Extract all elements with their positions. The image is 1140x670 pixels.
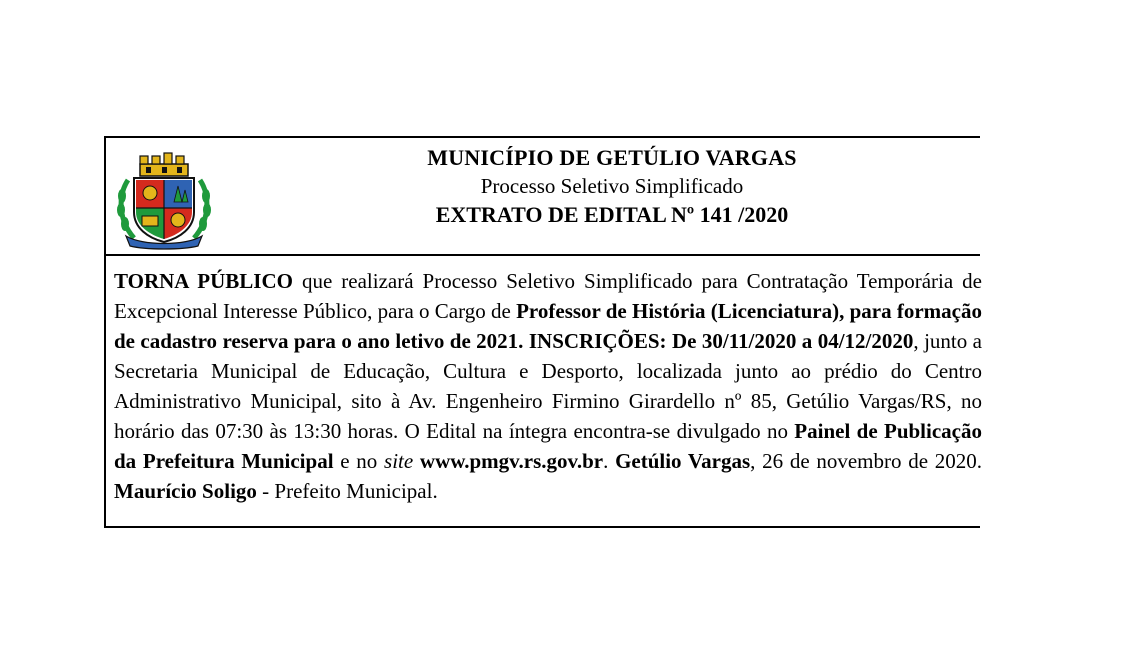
notice-text-2: , junto a Secretaria Municipal de Educação, Cultura e Desporto, localizada junto ao prédio do Centro Administrativo Municipal, sito à Av. Engenheiro Firmino Girardello nº 85, Getúlio Vargas/RS, no horário das 07:30 às 13:30 horas. O Edital na íntegra encontra-se divulgado no xyxy=(114,329,982,443)
process-type: Processo Seletivo Simplificado xyxy=(480,174,744,198)
notice-signer-role: - Prefeito Municipal. xyxy=(256,479,438,503)
notice-text-3: e no xyxy=(333,449,385,473)
notice-body xyxy=(114,266,982,506)
notice-text-4 xyxy=(413,449,420,473)
edict-title: EXTRATO DE EDITAL Nº 141 /2020 xyxy=(435,202,789,227)
notice-registration: INSCRIÇÕES: De 30/11/2020 a 04/12/2020 xyxy=(523,329,914,353)
edict-notice-box xyxy=(104,136,983,528)
notice-site-word: site xyxy=(384,449,414,473)
header-text-block xyxy=(296,144,928,230)
notice-panel: Painel de Publicação da Prefeitura Municipal xyxy=(114,419,982,473)
notice-position: Professor de História (Licenciatura), para formação de cadastro reserva para o ano letivo de 2021. xyxy=(114,299,982,353)
notice-site-url: www.pmgv.rs.gov.br xyxy=(419,449,604,473)
municipality-name: MUNICÍPIO DE GETÚLIO VARGAS xyxy=(427,145,797,170)
notice-header xyxy=(106,138,980,256)
notice-city: Getúlio Vargas xyxy=(615,449,751,473)
notice-text-5: . xyxy=(603,449,616,473)
notice-lead: TORNA PÚBLICO xyxy=(114,269,293,293)
notice-text-1: que realizará Processo Seletivo Simplificado para Contratação Temporária de Excepcional Interesse Público, para o Cargo de xyxy=(114,269,982,323)
notice-date: , 26 de novembro de 2020. xyxy=(750,449,983,473)
coat-of-arms-icon xyxy=(112,150,216,250)
notice-signer: Maurício Soligo xyxy=(114,479,257,503)
